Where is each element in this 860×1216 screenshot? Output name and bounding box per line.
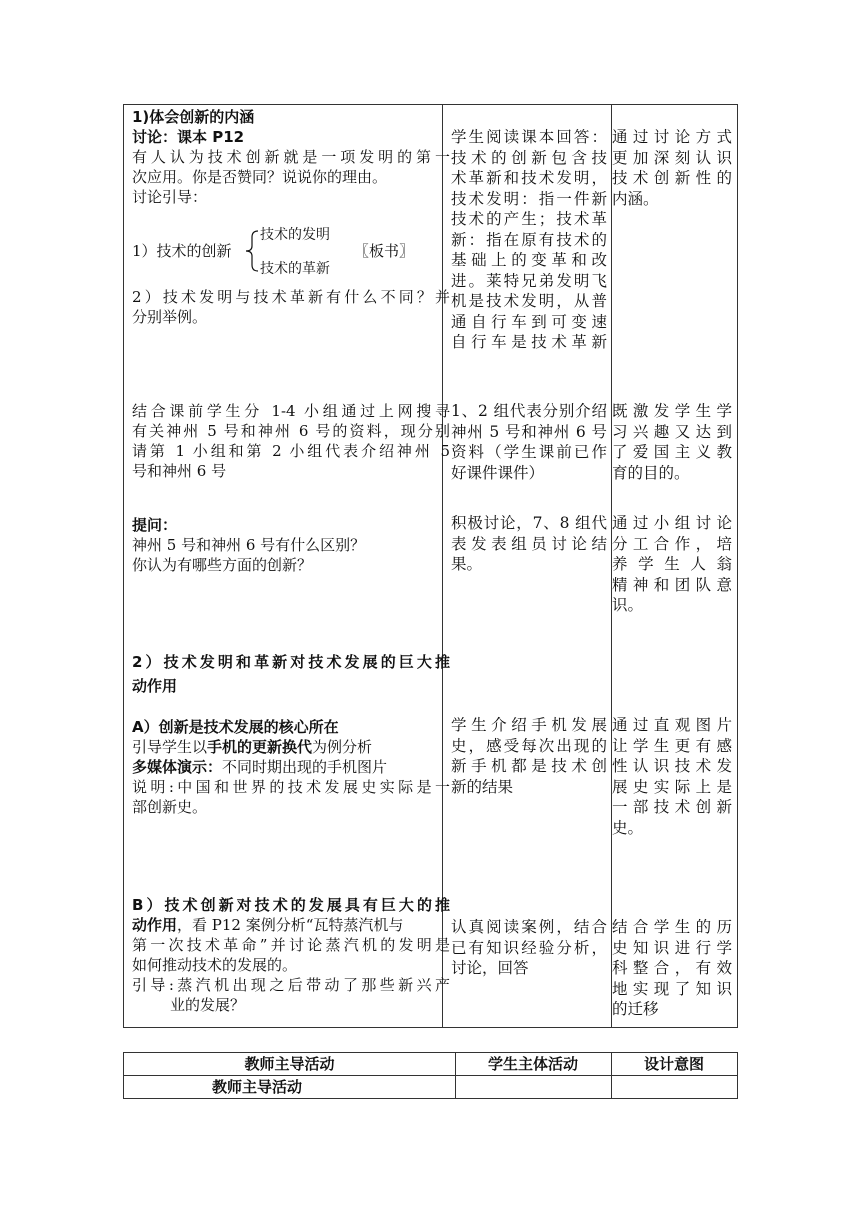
text-line: 号和神州 6 号 (132, 462, 227, 480)
teacher-activity-cell (132, 105, 450, 1025)
text-run: 不同时期出现的手机图片 (222, 758, 388, 776)
text-line: 展史实际上是 (612, 777, 732, 796)
intent-block (612, 917, 732, 1020)
text-line: 表发表组员讨论结 (451, 534, 607, 553)
text-line: 既激发学生学 (612, 402, 732, 420)
section-innovation-meaning (132, 107, 450, 207)
text-line: 2）技术发明与技术革新有什么不同？并 (132, 288, 450, 306)
text-line (132, 757, 450, 777)
text-line: 内涵。 (612, 189, 659, 208)
text-line: 1、2 组代表分别介绍 (451, 402, 607, 420)
text-line: 分别举例。 (132, 308, 208, 326)
section-title: 动作用 (132, 677, 178, 695)
text-line: 养学生人翁 (612, 555, 732, 573)
row-teacher: 教师主导活动 (211, 1078, 302, 1096)
innovation-brace-diagram (132, 223, 450, 283)
highlight-text: 动作用 (132, 916, 178, 934)
text-line: 更加深刻认识 (612, 148, 732, 167)
text-line: 你认为有哪些方面的创新？ (132, 556, 313, 574)
text-line: 育的目的。 (612, 463, 690, 482)
text-line: 神州 5 号和神州 6 号 (451, 422, 607, 441)
text-line: 通过讨论方式 (612, 128, 732, 146)
text-line: 性认识技术发 (612, 757, 732, 775)
board-note (354, 241, 414, 261)
section-steam-engine (132, 895, 450, 1015)
text-line: 已有知识经验分析， (451, 938, 607, 957)
section-shenzhou (132, 401, 450, 481)
section-promotion (132, 650, 450, 698)
student-block (451, 917, 607, 979)
text-line: 认真阅读案例，结合 (451, 918, 607, 936)
intent-block (612, 127, 732, 209)
text-line: 进。莱特兄弟发明飞 (451, 271, 607, 290)
text-line: 新的结果 (451, 777, 514, 796)
student-activity-cell (451, 105, 607, 1025)
board-note-text: 〖板书〗 (354, 242, 415, 260)
brace-top-label: 技术的发明 (260, 227, 330, 243)
ask-title: 提问： (132, 516, 178, 534)
section-core (132, 717, 450, 817)
text-line: 新：指在原有技术的 (451, 230, 607, 249)
student-block (451, 127, 607, 353)
text-line: 技术创新性的 (612, 169, 732, 187)
subsection-title: B）技术创新对技术的发展具有巨大的推 (132, 896, 450, 914)
text-line: 技术的创新包含技 (451, 148, 607, 167)
text-line: 次应用。你是否赞同？说说你的理由。 (132, 168, 388, 186)
text-line: 精神和团队意 (612, 575, 732, 594)
text-line: 分工合作，培 (612, 534, 732, 553)
text-line: 请第 1 小组和第 2 小组代表介绍神州 5 (132, 442, 450, 460)
text-line: 一部技术创新 (612, 798, 732, 816)
intent-block (612, 401, 732, 483)
intent-block (612, 513, 732, 616)
text-line: 通自行车到可变速 (451, 312, 607, 331)
text-line: 业的发展？ (170, 996, 246, 1014)
brace-prefix: 1）技术的创新 (132, 242, 232, 260)
student-block (451, 513, 607, 575)
text-line: 识。 (612, 596, 644, 614)
header-teacher: 教师主导活动 (244, 1055, 335, 1073)
text-line (132, 737, 450, 757)
text-line: 技术的产生；技术革 (451, 210, 607, 228)
text-line: 自行车是技术革新 (451, 333, 607, 351)
lesson-plan-table (123, 104, 738, 1028)
student-block (451, 715, 607, 797)
text-line: 通过直观图片 (612, 716, 732, 734)
header-intent: 设计意图 (643, 1055, 704, 1073)
header-student: 学生主体活动 (487, 1055, 578, 1073)
text-line: 结合课前学生分 1-4 小组通过上网搜寻 (132, 402, 450, 420)
text-line: 史。 (612, 818, 644, 837)
section-question (132, 287, 450, 327)
intent-block (612, 715, 732, 838)
text-line: 地实现了知识 (612, 979, 732, 998)
brace-bottom-label: 技术的革新 (260, 261, 330, 277)
student-block (451, 401, 607, 483)
text-line: 有人认为技术创新就是一项发明的第一 (132, 148, 450, 166)
text-line: 讨论引导： (132, 188, 208, 206)
text-line: 第一次技术革命”并讨论蒸汽机的发明是 (132, 936, 450, 954)
header-table (123, 1052, 738, 1099)
highlight-text: 多媒体演示： (132, 758, 223, 776)
design-intent-cell (612, 105, 732, 1025)
text-line: 技术发明：指一件新 (451, 189, 607, 208)
text-line: 新手机都是技术创 (451, 757, 607, 775)
text-run: ，看 P12 案例分析“瓦特蒸汽机与 (177, 916, 404, 934)
text-line: 让学生更有感 (612, 736, 732, 755)
text-line: 习兴趣又达到 (612, 422, 732, 441)
highlight-text: 手机的更新换代 (207, 738, 313, 756)
text-line: 机是技术发明，从普 (451, 292, 607, 310)
text-line: 通过小组讨论 (612, 514, 732, 532)
text-line: 学生介绍手机发展 (451, 716, 607, 734)
text-run: 为例分析 (312, 738, 373, 756)
text-line: 资料（学生课前已作 (451, 443, 607, 461)
text-line: 史知识进行学 (612, 938, 732, 957)
text-line: 讨论，回答 (451, 959, 529, 977)
text-line: 科整合，有效 (612, 959, 732, 977)
section-title: 1)体会创新的内涵 (132, 108, 255, 126)
text-line: 说明:中国和世界的技术发展史实际是一 (132, 778, 450, 796)
section-ask (132, 515, 450, 575)
text-line: 部创新史。 (132, 798, 208, 816)
text-line: 了爱国主义教 (612, 443, 732, 461)
text-run: 引导学生以 (132, 738, 208, 756)
text-line: 积极讨论，7、8 组代 (451, 514, 607, 532)
text-line: 神州 5 号和神州 6 号有什么区别？ (132, 536, 366, 554)
text-line: 的迁移 (612, 1000, 659, 1018)
text-line: 引导:蒸汽机出现之后带动了那些新兴产 (132, 976, 450, 994)
text-line: 结合学生的历 (612, 918, 732, 936)
text-line (132, 915, 450, 935)
text-line: 史，感受每次出现的 (451, 736, 607, 755)
curly-brace-icon (244, 229, 260, 273)
text-line: 术革新和技术发明， (451, 169, 607, 187)
row-divider (124, 1075, 737, 1076)
subsection-title: A）创新是技术发展的核心所在 (132, 718, 339, 736)
text-line: 果。 (451, 555, 483, 573)
text-line: 好课件课件） (451, 463, 545, 482)
text-line: 有关神州 5 号和神州 6 号的资料，现分别 (132, 422, 450, 440)
section-title: 2）技术发明和革新对技术发展的巨大推 (132, 653, 450, 671)
text-line: 基础上的变革和改 (451, 251, 607, 269)
text-line: 如何推动技术的发展的。 (132, 956, 298, 974)
discussion-title: 讨论：课本 P12 (132, 128, 245, 146)
text-line: 学生阅读课本回答： (451, 128, 607, 146)
